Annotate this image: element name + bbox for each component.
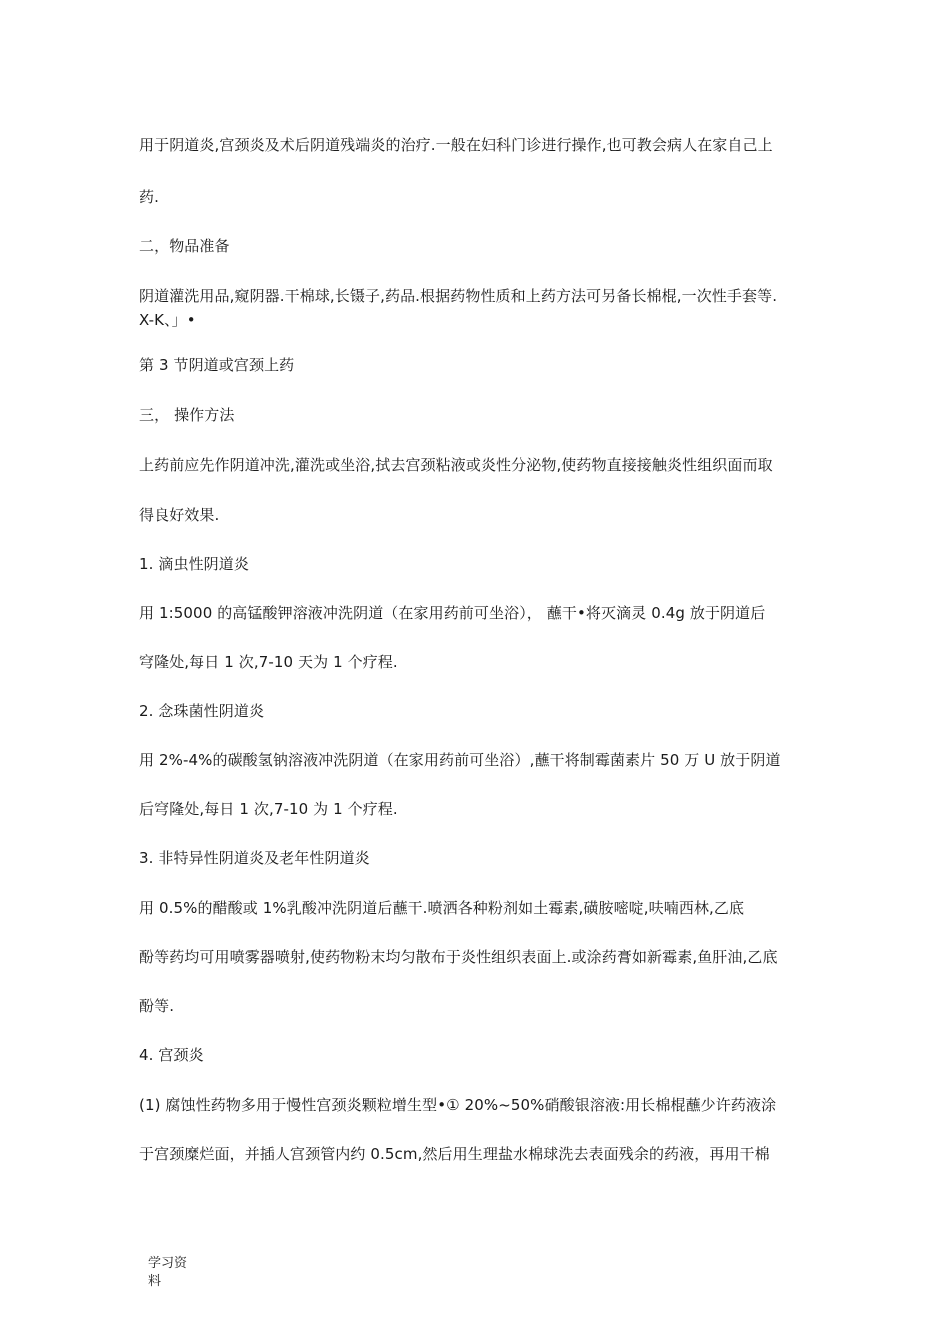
paragraph-line: 用 2%-4%的碳酸氢钠溶液冲洗阴道（在家用药前可坐浴）,蘸干将制霉菌素片 50 万 U 放于阴道 bbox=[139, 751, 781, 769]
list-heading: 2. 念珠菌性阴道炎 bbox=[139, 702, 265, 720]
paragraph-line: X-K、」• bbox=[139, 311, 196, 329]
footer-note: 料 bbox=[148, 1274, 162, 1289]
section-heading: 三， 操作方法 bbox=[139, 406, 235, 424]
paragraph-line: 穹隆处,每日 1 次,7-10 天为 1 个疗程. bbox=[139, 653, 398, 671]
list-heading: 1. 滴虫性阴道炎 bbox=[139, 555, 249, 573]
paragraph-line: 阴道灌洗用品,窥阴器.干棉球,长镊子,药品.根据药物性质和上药方法可另备长棉棍,一次性手套等. bbox=[139, 287, 778, 305]
footer-note: 学习资 bbox=[148, 1256, 188, 1271]
paragraph-line: 于宫颈糜烂面，并插人宫颈管内约 0.5cm,然后用生理盐水棉球洗去表面残余的药液，再用干棉 bbox=[139, 1145, 770, 1163]
section-heading: 第 3 节阴道或宫颈上药 bbox=[139, 356, 295, 374]
list-heading: 4. 宫颈炎 bbox=[139, 1046, 204, 1064]
paragraph-line: 酚等药均可用喷雾器喷射,使药物粉末均匀散布于炎性组织表面上.或涂药膏如新霉素,鱼肝油,乙底 bbox=[139, 948, 778, 966]
paragraph-line: 酚等. bbox=[139, 997, 175, 1015]
paragraph-line: 药. bbox=[139, 188, 159, 206]
paragraph-line: 用于阴道炎,宫颈炎及术后阴道残端炎的治疗.一般在妇科门诊进行操作,也可教会病人在家自己上 bbox=[139, 136, 773, 154]
paragraph-line: 上药前应先作阴道冲洗,灌洗或坐浴,拭去宫颈粘液或炎性分泌物,使药物直接接触炎性组织面而取 bbox=[139, 456, 773, 474]
paragraph-line: 用 0.5%的醋酸或 1%乳酸冲洗阴道后蘸干.喷洒各种粉剂如土霉素,磺胺嘧啶,呋喃西林,乙底 bbox=[139, 899, 745, 917]
section-heading: 二，物品准备 bbox=[139, 237, 230, 255]
paragraph-line: 用 1:5000 的高锰酸钾溶液冲洗阴道（在家用药前可坐浴）， 蘸干•将灭滴灵 0.4g 放于阴道后 bbox=[139, 604, 766, 622]
paragraph-line: (1) 腐蚀性药物多用于慢性宫颈炎颗粒增生型•① 20%~50%硝酸银溶液:用长棉棍蘸少许药液涂 bbox=[139, 1096, 777, 1114]
paragraph-line: 得良好效果. bbox=[139, 506, 220, 524]
paragraph-line: 后穹隆处,每日 1 次,7-10 为 1 个疗程. bbox=[139, 800, 398, 818]
list-heading: 3. 非特异性阴道炎及老年性阴道炎 bbox=[139, 849, 370, 867]
